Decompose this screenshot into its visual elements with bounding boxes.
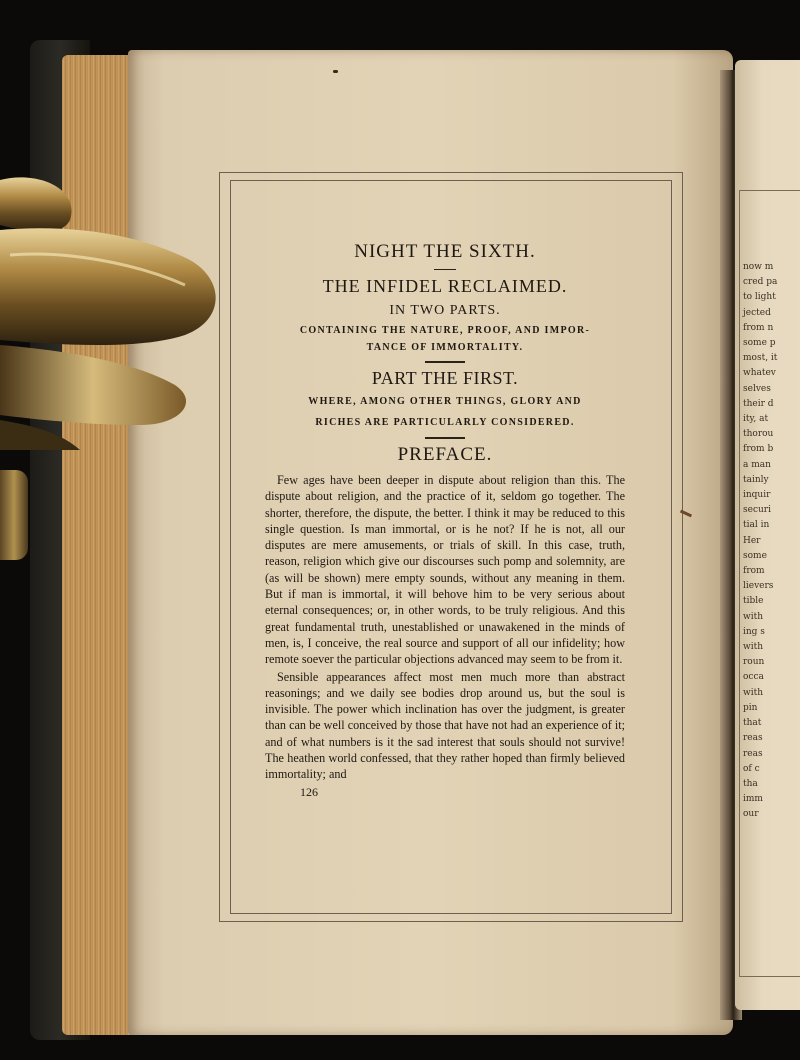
brass-clasp (0, 470, 28, 560)
facing-page-text (743, 260, 800, 823)
brass-finial-ornament (0, 170, 230, 450)
facing-page-line: pin (743, 702, 758, 713)
facing-page-line: their d (743, 398, 774, 409)
facing-page-line: ity, at (743, 414, 769, 425)
facing-page-line: securi (743, 505, 771, 516)
facing-page-line: reas (743, 733, 763, 744)
parts-line: IN TWO PARTS. (389, 303, 501, 318)
part-summary-line-1: WHERE, AMONG OTHER THINGS, GLORY AND (308, 396, 582, 407)
facing-page-line: reas (743, 748, 763, 759)
facing-page-line: thorou (743, 429, 774, 440)
facing-page-line: that (743, 718, 762, 729)
facing-page-line: jected (743, 307, 771, 318)
night-heading: NIGHT THE SIXTH. (354, 241, 536, 262)
facing-page-line: of c (743, 763, 760, 774)
facing-page-line: selves (743, 383, 771, 394)
divider-rule (425, 361, 465, 363)
facing-page-line: now m (743, 262, 774, 272)
divider-rule (434, 269, 456, 270)
facing-page-line: Her (743, 535, 761, 546)
paper-speck (333, 70, 338, 73)
facing-page-line: to light (743, 292, 776, 303)
facing-page-line: some p (743, 338, 776, 349)
facing-page-line: tha (743, 778, 758, 789)
facing-page-line: tial in (743, 520, 770, 531)
preface-heading: PREFACE. (397, 444, 493, 465)
facing-page-line: from n (743, 322, 774, 333)
subtitle-heading: THE INFIDEL RECLAIMED. (322, 276, 568, 296)
contents-line-1: CONTAINING THE NATURE, PROOF, AND IMPOR- (299, 325, 591, 336)
preface-body (265, 472, 625, 783)
facing-page-line: with (743, 642, 763, 653)
part-heading: PART THE FIRST. (371, 368, 519, 388)
divider-rule (425, 437, 465, 439)
page-number: 126 (300, 784, 318, 799)
facing-page-line: some (743, 550, 767, 561)
facing-page-line: occa (743, 672, 764, 683)
facing-page-line: lievers (743, 581, 774, 592)
paragraph: Few ages have been deeper in dispute about religion than this. The dispute about religion, and the practice of it, seldom go together. The shorter, therefore, the dispute, the better. I think it may be reduced to this single question. Is man immortal, or is he not? If he is not, all our disputes are mere amusements, or trials of skill. In this case, truth, reason, religion which give our discourses such pomp and solemnity, are (as will be shown) mere empty sounds, without any meaning in them. But if man is immortal, it will behove him to be very serious about eternal consequences; or, in other words, to be truly religious. And this great fundamental truth, unestablished or unawakened in the minds of men, is, I conceive, the real source and support of all our infidelity; how remote soever the particular objections advanced may seem to be from it. (265, 473, 625, 667)
facing-page (735, 60, 800, 1010)
part-summary-line-2: RICHES ARE PARTICULARLY CONSIDERED. (315, 417, 575, 428)
facing-page-line: whatev (743, 368, 776, 379)
facing-page-line: roun (743, 657, 765, 668)
facing-page-line: ing s (743, 626, 765, 637)
paragraph: Sensible appearances affect most men much more than abstract reasonings; and we daily see bodies drop around us, but the soul is invisible. The power which inclination has over the judgment, is greater than can be well conceived by those that have not had an experience of it; and of what numbers is it the sad interest that souls should not survive! The heathen world confessed, that they rather hoped than firmly believed immortality; and (265, 669, 625, 782)
facing-page-line: tainly (743, 474, 769, 485)
facing-page-line: a man (743, 459, 771, 470)
facing-page-line: most, it (743, 353, 778, 364)
facing-page-line: from (743, 566, 765, 577)
facing-page-line: with (743, 611, 763, 622)
facing-page-line: tible (743, 596, 764, 607)
facing-page-line: cred pa (743, 277, 778, 288)
facing-page-line: from b (743, 444, 774, 455)
facing-page-line: with (743, 687, 763, 698)
facing-page-line: our (743, 809, 759, 820)
printed-text-block (265, 240, 625, 800)
facing-page-line: imm (743, 794, 763, 805)
facing-page-line: inquir (743, 490, 771, 501)
contents-line-2: TANCE OF IMMORTALITY. (366, 342, 524, 353)
